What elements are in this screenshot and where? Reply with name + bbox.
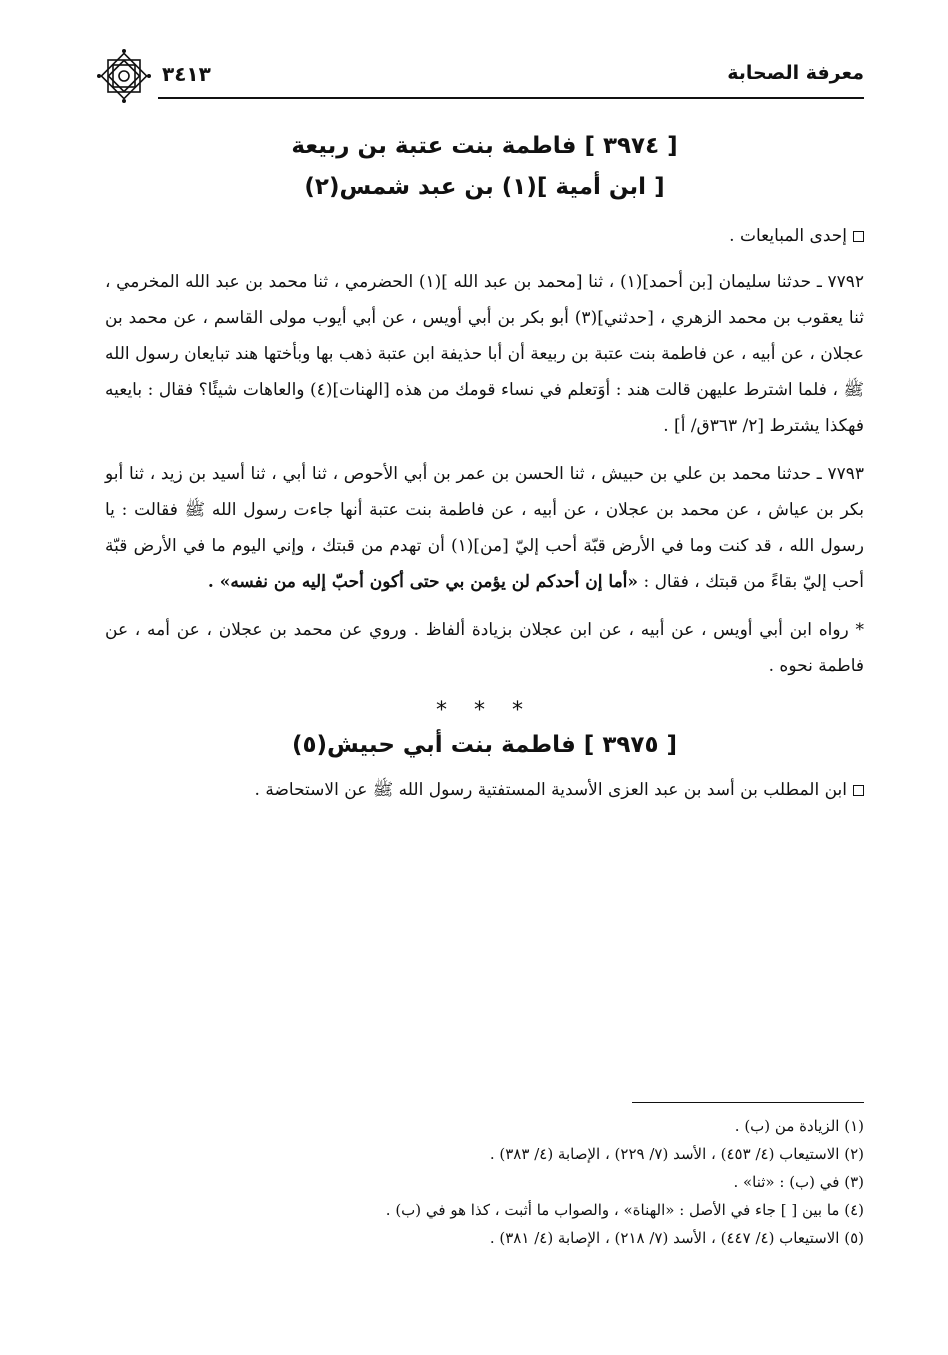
hadith-7792: ٧٧٩٢ ـ حدثنا سليمان [بن أحمد](١) ، ثنا [محمد بن عبد الله ](١) الحضرمي ، ثنا محمد بن عبد الله المخرمي ، ثنا يعقوب بن محمد الزهري ، [حدثني](٣) أبو بكر بن أبي أويس ، عن أبي أيوب مولى القاسم ، عن محمد بن عجلان ، عن أبيه ، عن فاطمة بنت عتبة بن ربيعة أن أبا حذيفة ابن عتبة ذهب بها وبأختها هند تبايعان رسول الله ﷺ ، فلما اشترط عليهن قالت هند : أوَتعلم في نساء قومك من هذه [الهنات](٤) والعاهات شيئًا؟ فقال : بايعيه فهكذا يشترط [٢/ ٣٦٣ق/ أ] . [105, 272, 865, 437]
entry-3974-note-text: إحدى المبايعات . [729, 225, 847, 246]
entry-3974-note [105, 222, 864, 251]
narration-note: * رواه ابن أبي أويس ، عن أبيه ، عن ابن عجلان بزيادة ألفاظ . وروي عن محمد بن عجلان ، عن أمه ، عن فاطمة نحوه . [105, 620, 864, 677]
entry-3974-title: [ ٣٩٧٤ ] فاطمة بنت عتبة بن ربيعة [291, 133, 678, 159]
footnote-rule [632, 1102, 864, 1103]
footnote-4: (٤) ما بين [ ] جاء في الأصل : «الهناة» ، والصواب ما أثبت ، كذا هو في (ب) . [385, 1201, 864, 1219]
page-number: ٣٤١٣ [162, 62, 211, 86]
footnote-5: (٥) الاستيعاب (٤/ ٤٤٧) ، الأسد (٧/ ٢١٨) ، الإصابة (٤/ ٣٨١) . [489, 1229, 864, 1247]
entry-3975-note [105, 776, 864, 805]
entry-3975-note-text: ابن المطلب بن أسد بن عبد العزى الأسدية المستفتية رسول الله ﷺ عن الاستحاضة . [254, 780, 847, 801]
footnote-1: (١) الزيادة من (ب) . [734, 1117, 864, 1135]
hadith-7793-text: ٧٧٩٣ ـ حدثنا محمد بن علي بن حبيش ، ثنا الحسن بن عمر بن أبي الأحوص ، ثنا أبي ، ثنا أسيد بن زيد ، ثنا أبو بكر بن عياش ، عن محمد بن عجلان ، عن أبيه ، عن فاطمة بنت عتبة أنها جاءت رسول الله ﷺ فقالت : يا رسول الله ، قد كنت وما في الأرض قبّة أحب إليّ [من](١) أن تهدم من قبتك ، وإني اليوم ما في الأرض قبّة أحب إليّ بقاءً من قبتك ، فقال : [105, 464, 864, 593]
eight-point-star-ornament-icon [96, 48, 152, 104]
square-bullet-icon [853, 231, 864, 242]
entry-3975-title: [ ٣٩٧٥ ] فاطمة بنت أبي حبيش(٥) [291, 732, 678, 759]
section-separator: * * * [436, 698, 533, 724]
running-title: معرفة الصحابة [727, 62, 864, 84]
entry-3974-subtitle: [ ابن أمية ](١) بن عبد شمس(٢) [304, 173, 665, 200]
hadith-7793 [105, 456, 864, 600]
hadith-7793-quote: «أما إن أحدكم لن يؤمن بي حتى أكون أحبّ إليه من نفسه» . [207, 572, 639, 593]
page-header [100, 52, 864, 98]
header-rule [158, 97, 864, 99]
square-bullet-icon [853, 785, 864, 796]
footnote-2: (٢) الاستيعاب (٤/ ٤٥٣) ، الأسد (٧/ ٢٢٩) ، الإصابة (٤/ ٣٨٣) . [489, 1145, 864, 1163]
page-body [105, 128, 864, 819]
footnotes [105, 1112, 864, 1252]
footnote-3: (٣) في (ب) : «ثنا» . [733, 1173, 864, 1191]
